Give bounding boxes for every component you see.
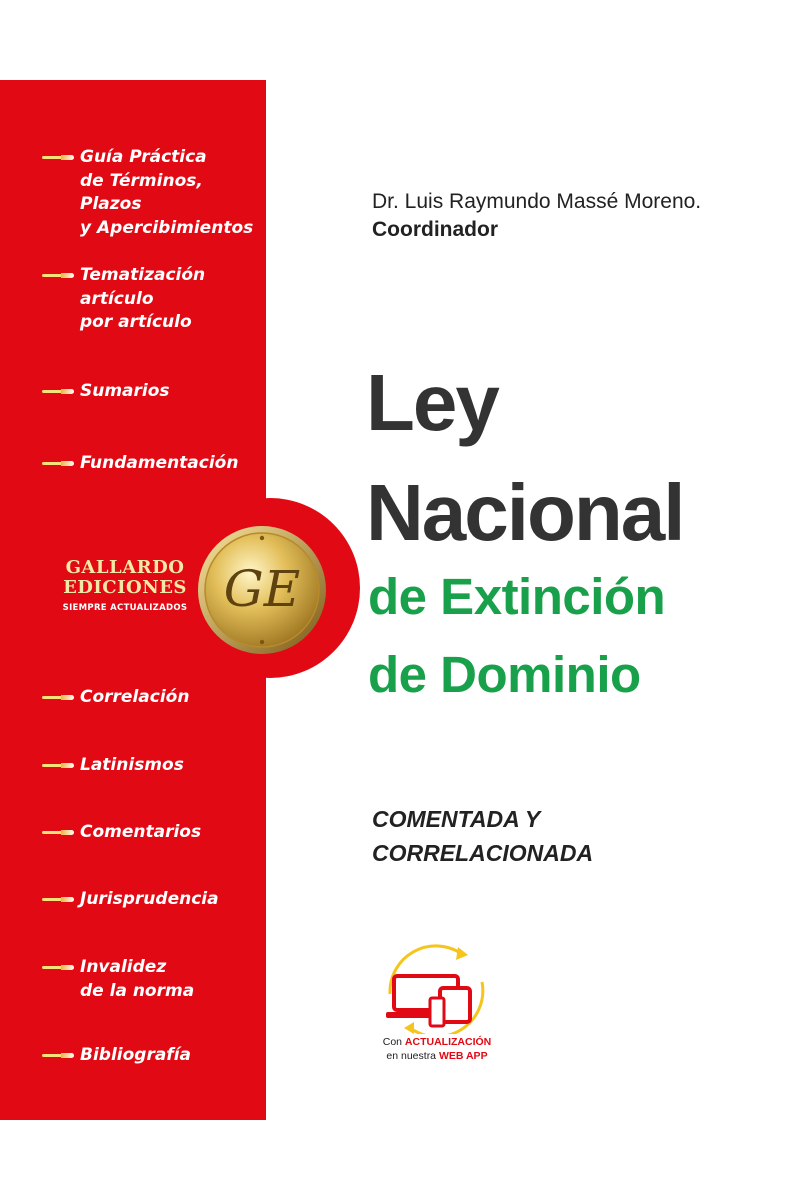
feature-item: Fundamentación bbox=[42, 452, 262, 476]
feature-item: Comentarios bbox=[42, 821, 262, 845]
title-line-1: Ley bbox=[366, 358, 498, 447]
feature-item: Guía Práctica de Términos, Plazos y Apercibimientos bbox=[42, 146, 262, 240]
publisher-logo bbox=[55, 558, 195, 613]
feature-item: Correlación bbox=[42, 686, 262, 710]
pen-bullet-icon bbox=[42, 897, 74, 902]
pen-bullet-icon bbox=[42, 273, 74, 278]
pen-bullet-icon bbox=[42, 830, 74, 835]
pen-bullet-icon bbox=[42, 763, 74, 768]
feature-item: Latinismos bbox=[42, 754, 262, 778]
pen-bullet-icon bbox=[42, 965, 74, 970]
pen-bullet-icon bbox=[42, 461, 74, 466]
webapp-caption: Con ACTUALIZACIÓN en nuestra WEB APP bbox=[382, 1036, 492, 1062]
feature-item: Invalidez de la norma bbox=[42, 956, 262, 1003]
author-name: Dr. Luis Raymundo Massé Moreno. bbox=[372, 190, 702, 213]
pen-bullet-icon bbox=[42, 389, 74, 394]
feature-item: Sumarios bbox=[42, 380, 262, 404]
pen-bullet-icon bbox=[42, 155, 74, 160]
feature-item: Tematización artículo por artículo bbox=[42, 264, 262, 335]
subtitle: COMENTADA Y CORRELACIONADA bbox=[372, 806, 594, 866]
medal-monogram: GE bbox=[223, 560, 301, 618]
gold-medal-icon bbox=[196, 524, 328, 656]
title-line-3: de Extinción bbox=[368, 568, 666, 625]
title-line-4: de Dominio bbox=[368, 646, 641, 703]
pen-bullet-icon bbox=[42, 1053, 74, 1058]
devices-sync-icon bbox=[370, 942, 500, 1034]
webapp-badge bbox=[370, 942, 510, 1072]
publisher-name: GALLARDO EDICIONES bbox=[63, 557, 187, 598]
feature-item: Bibliografía bbox=[42, 1044, 262, 1068]
title-line-2: Nacional bbox=[366, 468, 684, 557]
publisher-tagline: SIEMPRE ACTUALIZADOS bbox=[62, 603, 188, 613]
pen-bullet-icon bbox=[42, 695, 74, 700]
author-block bbox=[372, 188, 792, 244]
author-role: Coordinador bbox=[372, 218, 498, 241]
feature-item: Jurisprudencia bbox=[42, 888, 262, 912]
